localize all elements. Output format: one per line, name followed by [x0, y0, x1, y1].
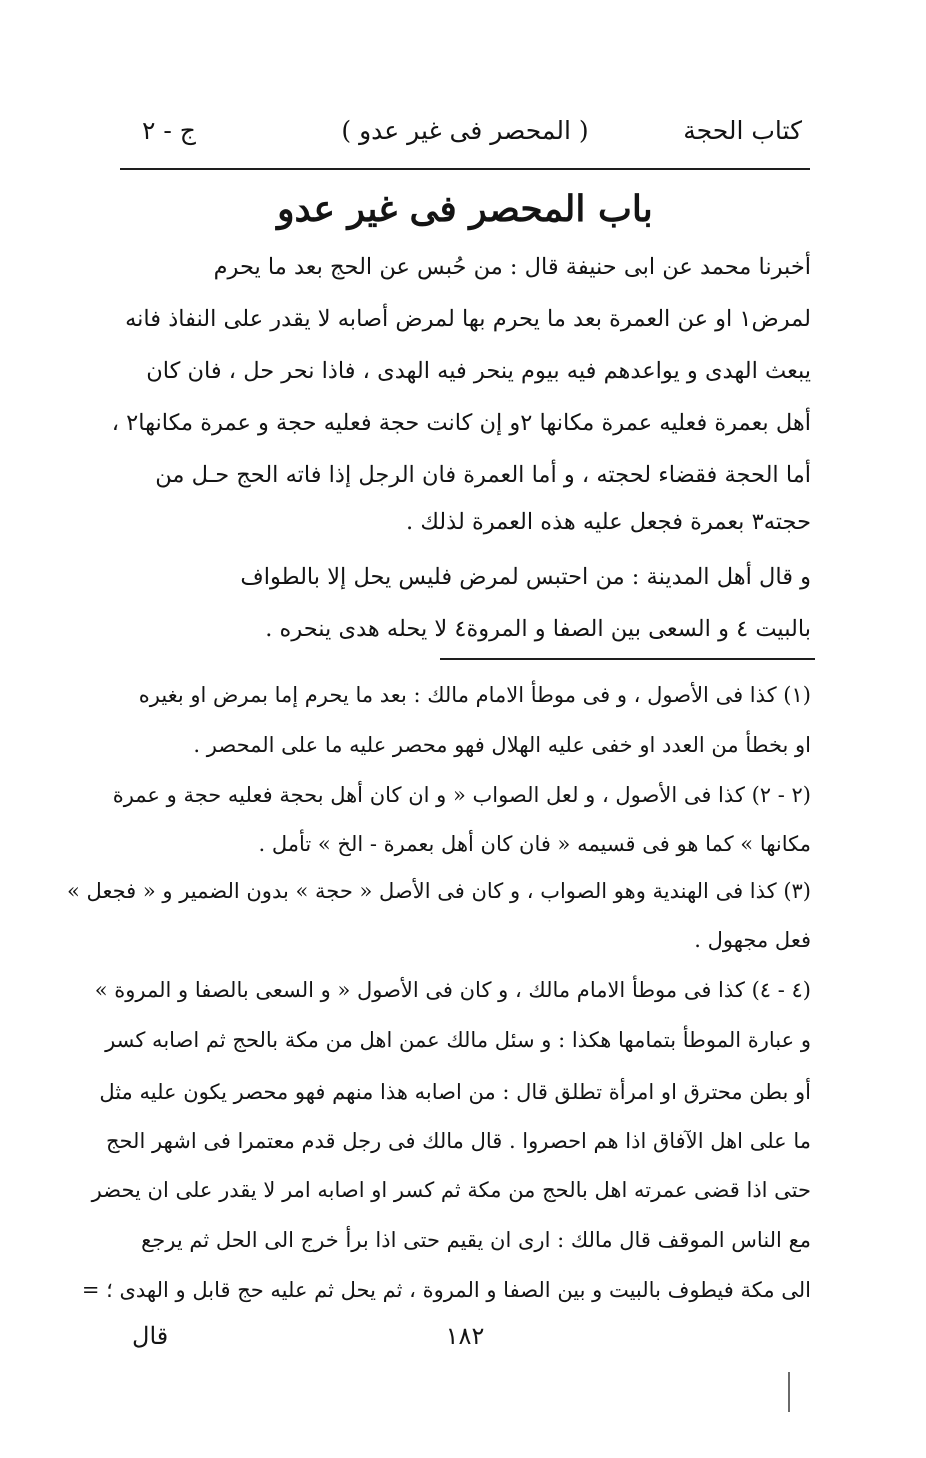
footnote-line: (٢ - ٢) كذا فى الأصول ، و لعل الصواب « و ان كان أهل بحجة فعليه حجة و عمرة — [112, 783, 811, 807]
body-line: أما الحجة فقضاء لحجته ، و أما العمرة فان الرجل إذا فاته الحج حـل من — [155, 462, 811, 488]
running-header — [120, 108, 810, 156]
footnote-line: (٤ - ٤) كذا فى موطأ الامام مالك ، و كان فى الأصول « و السعى بالصفا و المروة » — [94, 978, 811, 1002]
header-volume: ج - ٢ — [142, 116, 196, 145]
body-line: أخبرنا محمد عن ابى حنيفة قال : من حُبس عن الحج بعد ما يحرم — [213, 254, 811, 280]
header-chapter-title: ( المحصر فى غير عدو ) — [341, 116, 589, 145]
header-book-title: كتاب الحجة — [683, 116, 802, 145]
page-number: ١٨٢ — [445, 1322, 485, 1350]
body-line: حجته٣ بعمرة فجعل عليه هذه العمرة لذلك . — [406, 509, 811, 535]
body-line: بالبيت ٤ و السعى بين الصفا و المروة٤ لا يحله هدى ينحره . — [265, 616, 811, 642]
footnote-separator — [440, 658, 815, 660]
footnote-line: مع الناس الموقف قال مالك : ارى ان يقيم حتى اذا برأ خرج الى الحل ثم يرجع — [141, 1228, 811, 1252]
footnote-line: مكانها » كما هو فى قسيمه « فان كان أهل بعمرة - الخ » تأمل . — [258, 832, 811, 856]
footnote-line: فعل مجهول . — [694, 928, 811, 952]
footnote-line: أو بطن محترق او امرأة تطلق قال : من اصابه هذا منهم فهو محصر يكون عليه مثل — [99, 1080, 811, 1104]
footnote-line: الى مكة فيطوف بالبيت و بين الصفا و المروة ، ثم يحل ثم عليه حج قابل و الهدى ؛ = — [81, 1278, 811, 1302]
page-footer — [120, 1316, 810, 1360]
footnote-line: ما على اهل الآفاق اذا هم احصروا . قال مالك فى رجل قدم معتمرا فى اشهر الحج — [105, 1129, 811, 1153]
section-title: باب المحصر فى غير عدو — [277, 188, 653, 230]
body-line: أهل بعمرة فعليه عمرة مكانها ٢و إن كانت حجة فعليه حجة و عمرة مكانها٢ ، — [111, 410, 811, 436]
body-line: يبعث الهدى و يواعدهم فيه بيوم ينحر فيه الهدى ، فاذا نحر حل ، فان كان — [146, 358, 811, 384]
catchword: قال — [132, 1322, 169, 1350]
margin-mark — [788, 1372, 790, 1412]
body-line: لمرض١ او عن العمرة بعد ما يحرم بها لمرض أصابه لا يقدر على النفاذ فانه — [125, 306, 811, 332]
body-line: و قال أهل المدينة : من احتبس لمرض فليس يحل إلا بالطواف — [240, 564, 811, 590]
footnote-line: (١) كذا فى الأصول ، و فى موطأ الامام مالك : بعد ما يحرم إما بمرض او بغيره — [138, 683, 811, 707]
footnote-line: حتى اذا قضى عمرته اهل بالحج من مكة ثم كسر او اصابه امر لا يقدر على ان يحضر — [91, 1178, 811, 1202]
footnote-line: او بخطأ من العدد او خفى عليه الهلال فهو محصر عليه ما على المحصر . — [193, 733, 811, 757]
footnote-line: و عبارة الموطأ بتمامها هكذا : و سئل مالك عمن اهل من مكة بالحج ثم اصابه كسر — [105, 1028, 811, 1052]
footnote-line: (٣) كذا فى الهندية وهو الصواب ، و كان فى الأصل « حجة » بدون الضمير و « فجعل » — [67, 879, 811, 903]
header-rule — [120, 168, 810, 170]
